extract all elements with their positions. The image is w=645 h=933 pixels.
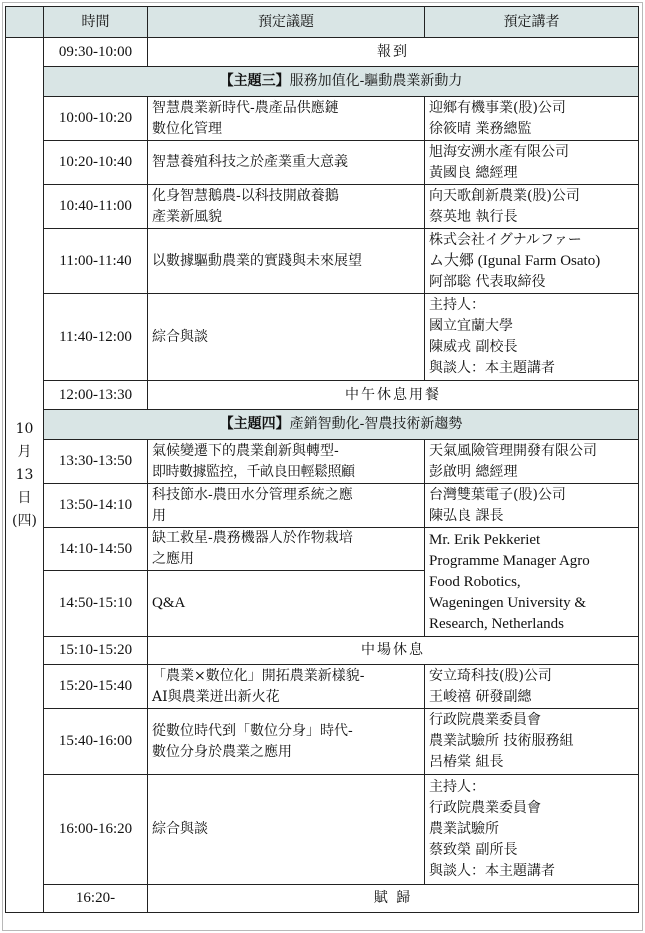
speaker-line: 阿部聡 代表取締役	[429, 273, 546, 290]
topic-line: 數位化管理	[152, 120, 222, 137]
break-label: 中場休息	[148, 637, 639, 665]
speaker-line: 農業試驗所	[429, 821, 499, 837]
session-row	[6, 141, 639, 185]
session-row	[6, 775, 639, 885]
speaker-cell	[425, 665, 639, 709]
time-cell: 16:00-16:20	[44, 775, 148, 885]
topic-cell	[148, 440, 425, 484]
topic-cell	[148, 229, 425, 294]
topic-cell	[148, 294, 425, 381]
session-row	[6, 97, 639, 141]
speaker-line: ム大郷 (Igunal Farm Osato)	[429, 252, 601, 269]
session-row	[6, 528, 639, 571]
speaker-line: 徐筱晴 業務總監	[429, 120, 532, 137]
speaker-line: Programme Manager Agro	[429, 552, 590, 569]
speaker-line: 彭啟明 總經理	[429, 463, 518, 480]
header-speaker: 預定講者	[425, 7, 639, 38]
speaker-cell	[425, 775, 639, 885]
topic-cell: Q&A	[148, 571, 425, 637]
break-row	[6, 637, 639, 665]
theme3-heading	[44, 67, 639, 97]
header-topic: 預定議題	[148, 7, 425, 38]
session-row	[6, 294, 639, 381]
theme4-title: 產銷智動化-智農技術新趨勢	[289, 416, 463, 432]
time-cell: 11:00-11:40	[44, 229, 148, 294]
speaker-line: 陳威戎 副校長	[429, 339, 518, 355]
topic-line: 綜合與談	[152, 328, 208, 345]
speaker-line: Mr. Erik Pekkeriet	[429, 531, 541, 548]
theme3-bracket: 【主題三】	[219, 73, 290, 89]
session-row	[6, 709, 639, 775]
time-cell: 10:40-11:00	[44, 185, 148, 229]
speaker-line: 蔡致榮 副所長	[429, 842, 518, 858]
date-line: 10	[15, 420, 34, 437]
theme4-heading	[44, 410, 639, 440]
speaker-line: 王峻禧 研發副總	[429, 688, 532, 705]
session-row	[6, 185, 639, 229]
session-row	[6, 440, 639, 484]
topic-line: 數位分身於農業之應用	[152, 743, 292, 760]
speaker-cell	[425, 440, 639, 484]
time-cell: 10:00-10:20	[44, 97, 148, 141]
closing-label: 賦 歸	[148, 885, 639, 913]
speaker-cell	[425, 709, 639, 775]
topic-cell	[148, 665, 425, 709]
topic-cell	[148, 775, 425, 885]
speaker-line: 與談人：本主題講者	[429, 863, 555, 879]
topic-cell	[148, 185, 425, 229]
registration-label: 報到	[148, 38, 639, 67]
speaker-line: 行政院農業委員會	[429, 712, 541, 728]
header-time: 時間	[44, 7, 148, 38]
topic-line: 產業新風貌	[152, 208, 222, 225]
closing-row	[6, 885, 639, 913]
topic-line: 綜合與談	[152, 821, 208, 837]
header-row	[6, 7, 639, 38]
time-cell: 15:40-16:00	[44, 709, 148, 775]
theme3-title: 服務加值化-驅動農業新動力	[289, 73, 463, 89]
speaker-cell	[425, 185, 639, 229]
speaker-line: Wageningen University &	[429, 594, 587, 611]
session-row	[6, 229, 639, 294]
speaker-line: 迎鄉有機事業(股)公司	[429, 99, 566, 116]
speaker-cell	[425, 97, 639, 141]
topic-line: 缺工救星-農務機器人於作物栽培	[152, 530, 353, 546]
theme4-bracket: 【主題四】	[219, 416, 290, 432]
speaker-line: 呂椿棠 組長	[429, 754, 504, 770]
topic-line: 之應用	[152, 551, 194, 567]
topic-line: 以數據驅動農業的實踐與未來展望	[152, 252, 362, 269]
speaker-line: 旭海安溯水產有限公司	[429, 143, 569, 160]
topic-line: 智慧養殖科技之於產業重大意義	[152, 154, 348, 170]
speaker-line: 株式会社イグナルファー	[429, 231, 582, 248]
time-cell: 09:30-10:00	[44, 38, 148, 67]
session-row	[6, 665, 639, 709]
lunch-row	[6, 381, 639, 410]
topic-line: AI與農業迸出新火花	[152, 688, 280, 705]
topic-cell	[148, 709, 425, 775]
date-cell	[6, 38, 44, 913]
topic-line: 「農業×數位化」開拓農業新樣貌-	[152, 667, 365, 684]
speaker-line: 農業試驗所 技術服務組	[429, 733, 574, 749]
time-cell: 11:40-12:00	[44, 294, 148, 381]
speaker-cell	[425, 484, 639, 528]
speaker-line: 主持人：	[429, 779, 485, 795]
topic-line: 即時數據監控，千畝良田輕鬆照顧	[152, 463, 355, 480]
time-cell: 13:30-13:50	[44, 440, 148, 484]
time-cell: 14:10-14:50	[44, 528, 148, 571]
date-line: 日	[17, 489, 32, 506]
topic-line: 氣候變遷下的農業創新與轉型-	[152, 442, 339, 459]
header-blank	[6, 7, 44, 38]
speaker-line: 國立宜蘭大學	[429, 318, 513, 334]
speaker-line: 行政院農業委員會	[429, 800, 541, 816]
topic-line: 從數位時代到「數位分身」時代-	[152, 722, 353, 739]
speaker-line: Food Robotics,	[429, 573, 521, 590]
date-line: 13	[15, 466, 34, 483]
topic-cell	[148, 528, 425, 571]
speaker-line: 台灣雙葉電子(股)公司	[429, 486, 566, 503]
time-cell: 12:00-13:30	[44, 381, 148, 410]
topic-line: 化身智慧鵝農-以科技開啟養鵝	[152, 187, 339, 204]
speaker-line: Research, Netherlands	[429, 615, 564, 632]
speaker-line: 與談人：本主題講者	[429, 360, 555, 376]
lunch-label: 中午休息用餐	[148, 381, 639, 410]
speaker-cell	[425, 528, 639, 637]
time-cell: 15:20-15:40	[44, 665, 148, 709]
topic-line: 智慧農業新時代-農產品供應鏈	[152, 99, 339, 116]
theme3-row	[6, 67, 639, 97]
speaker-line: 陳弘良 課長	[429, 507, 504, 524]
speaker-cell	[425, 294, 639, 381]
time-cell: 16:20-	[44, 885, 148, 913]
topic-line: 科技節水-農田水分管理系統之應	[152, 486, 353, 503]
speaker-line: 天氣風險管理開發有限公司	[429, 442, 597, 459]
topic-line: 用	[152, 507, 166, 524]
topic-cell	[148, 97, 425, 141]
speaker-cell	[425, 141, 639, 185]
registration-row	[6, 38, 639, 67]
speaker-line: 蔡英地 執行長	[429, 208, 518, 225]
agenda-table	[5, 6, 639, 913]
theme4-row	[6, 410, 639, 440]
topic-cell	[148, 484, 425, 528]
date-line: (四)	[12, 512, 37, 529]
session-row	[6, 484, 639, 528]
time-cell: 14:50-15:10	[44, 571, 148, 637]
speaker-line: 黃國良 總經理	[429, 164, 518, 181]
speaker-cell	[425, 229, 639, 294]
date-line: 月	[17, 443, 32, 460]
time-cell: 10:20-10:40	[44, 141, 148, 185]
speaker-line: 安立琦科技(股)公司	[429, 667, 552, 684]
speaker-line: 主持人：	[429, 297, 485, 313]
topic-cell	[148, 141, 425, 185]
time-cell: 13:50-14:10	[44, 484, 148, 528]
time-cell: 15:10-15:20	[44, 637, 148, 665]
speaker-line: 向天歌創新農業(股)公司	[429, 187, 580, 204]
